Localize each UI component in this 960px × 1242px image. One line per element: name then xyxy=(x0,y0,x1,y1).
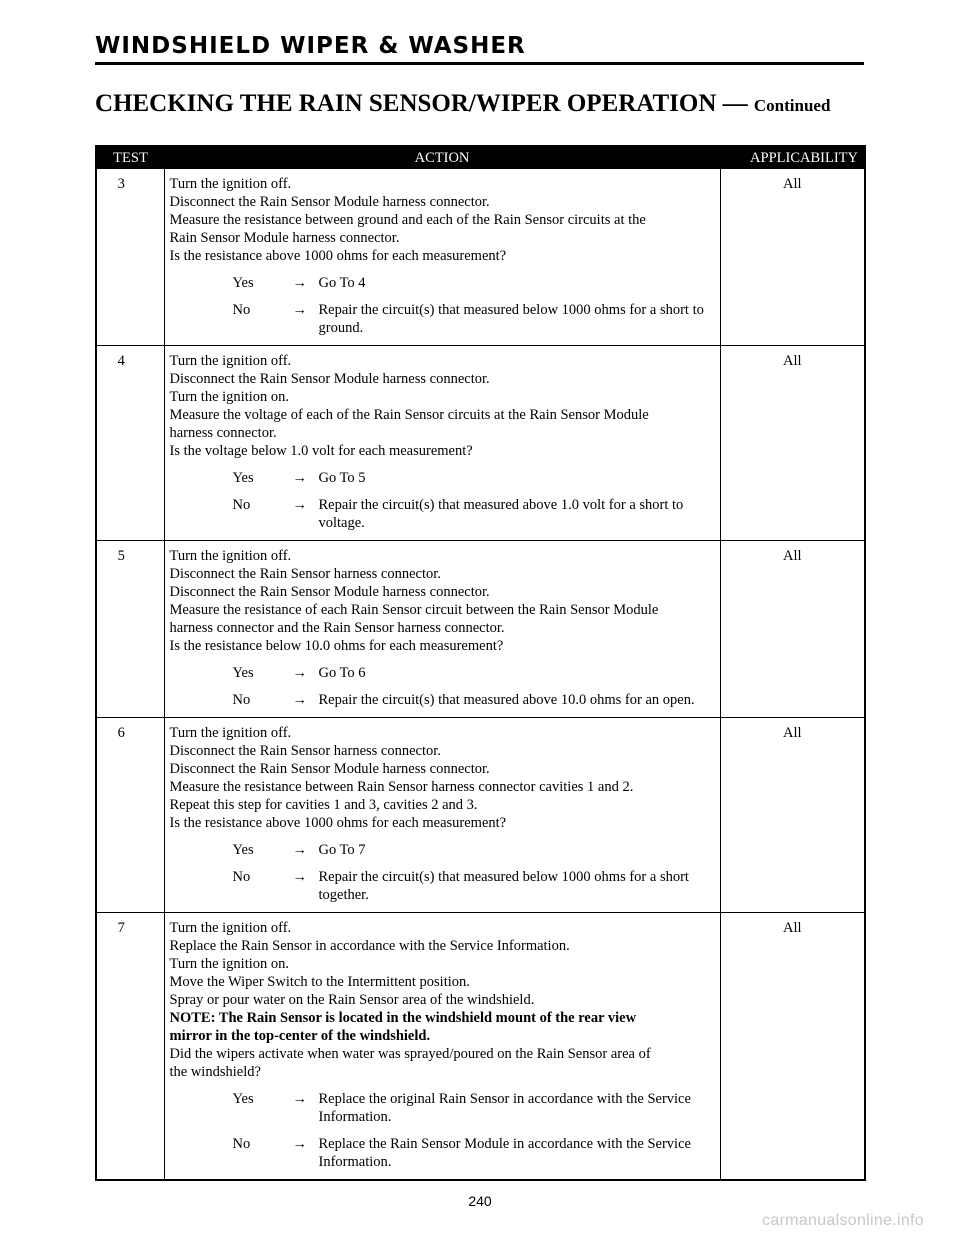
test-number: 4 xyxy=(96,346,164,541)
no-text xyxy=(319,691,714,709)
action-line: Is the resistance below 10.0 ohms for each measurement? xyxy=(169,638,504,654)
yes-response xyxy=(170,664,714,682)
yes-label: Yes xyxy=(232,665,254,681)
action-line: Measure the resistance of each Rain Sensor circuit between the Rain Sensor Module xyxy=(169,602,659,618)
arrow-icon: → xyxy=(292,470,307,486)
no-text-line: Information. xyxy=(318,1154,392,1170)
arrow-icon: → xyxy=(292,275,307,291)
action-line: Is the voltage below 1.0 volt for each measurement? xyxy=(169,443,473,459)
section-header: WINDSHIELD WIPER & WASHER xyxy=(95,33,526,59)
action-line: Move the Wiper Switch to the Intermittent position. xyxy=(169,974,470,990)
page-number: 240 xyxy=(468,1193,492,1209)
arrow-icon: → xyxy=(292,665,307,681)
arrow-icon: → xyxy=(292,302,307,318)
test-number: 6 xyxy=(96,718,164,913)
applicability-cell: All xyxy=(782,920,802,936)
action-cell xyxy=(164,169,720,346)
no-label: No xyxy=(232,497,251,513)
no-response xyxy=(170,868,714,904)
arrow-icon: → xyxy=(292,869,307,885)
action-cell xyxy=(164,346,720,541)
header-applicability: APPLICABILITY xyxy=(720,146,865,169)
action-line: Is the resistance above 1000 ohms for each measurement? xyxy=(169,815,507,831)
action-line: harness connector and the Rain Sensor harness connector. xyxy=(169,620,505,636)
table-row xyxy=(96,169,865,346)
yes-text-line: Information. xyxy=(318,1109,392,1125)
note-line: mirror in the top-center of the windshield. xyxy=(169,1028,431,1044)
yes-response xyxy=(170,274,714,292)
action-line: Turn the ignition off. xyxy=(169,725,292,741)
note-line: NOTE: The Rain Sensor is located in the windshield mount of the rear view xyxy=(169,1010,637,1026)
no-label: No xyxy=(232,692,251,708)
table-row xyxy=(96,346,865,541)
action-line: Disconnect the Rain Sensor Module harness connector. xyxy=(169,371,490,387)
yes-text: Go To 6 xyxy=(318,665,366,681)
action-line: harness connector. xyxy=(169,425,277,441)
header-action: ACTION xyxy=(164,146,720,169)
no-text xyxy=(319,868,714,904)
action-cell xyxy=(164,913,720,1181)
page-title-continued: Continued xyxy=(753,96,831,115)
action-line: Measure the resistance between ground and each of the Rain Sensor circuits at the xyxy=(169,212,646,228)
no-text-line: Replace the Rain Sensor Module in accordance with the Service xyxy=(318,1136,691,1152)
action-cell xyxy=(164,541,720,718)
no-text-line: Repair the circuit(s) that measured above 1.0 volt for a short to xyxy=(318,497,684,513)
yes-response xyxy=(170,469,714,487)
no-label: No xyxy=(232,869,251,885)
procedure-table xyxy=(95,145,866,1181)
action-line: Disconnect the Rain Sensor Module harness connector. xyxy=(169,194,490,210)
action-line: Disconnect the Rain Sensor Module harness connector. xyxy=(169,584,490,600)
header-test: TEST xyxy=(96,146,164,169)
test-number: 7 xyxy=(96,913,164,1181)
action-line: Disconnect the Rain Sensor harness connector. xyxy=(169,566,441,582)
action-line: Disconnect the Rain Sensor harness connector. xyxy=(169,743,441,759)
action-line: Rain Sensor Module harness connector. xyxy=(169,230,400,246)
applicability-cell: All xyxy=(720,346,865,541)
action-line: Replace the Rain Sensor in accordance with the Service Information. xyxy=(169,938,570,954)
no-label: No xyxy=(232,1136,251,1152)
yes-response xyxy=(170,841,714,859)
arrow-icon: → xyxy=(292,692,307,708)
arrow-icon: → xyxy=(292,1136,307,1152)
table-row xyxy=(96,913,865,1181)
no-text-line: voltage. xyxy=(318,515,365,531)
no-response xyxy=(170,1135,714,1171)
action-line: Turn the ignition off. xyxy=(169,920,292,936)
applicability-cell: All xyxy=(720,541,865,718)
no-text-line: Repair the circuit(s) that measured below 1000 ohms for a short xyxy=(318,869,689,885)
table-row xyxy=(96,718,865,913)
arrow-icon: → xyxy=(292,842,307,858)
yes-label: Yes xyxy=(232,275,254,291)
action-line: Measure the voltage of each of the Rain Sensor circuits at the Rain Sensor Module xyxy=(169,407,649,423)
applicability-cell: All xyxy=(720,169,865,346)
arrow-icon: → xyxy=(292,1091,307,1107)
action-line: Repeat this step for cavities 1 and 3, cavities 2 and 3. xyxy=(169,797,478,813)
action-line: Is the resistance above 1000 ohms for each measurement? xyxy=(169,248,507,264)
yes-text: Go To 5 xyxy=(318,470,366,486)
table-header-row xyxy=(96,146,865,169)
action-line: Turn the ignition on. xyxy=(169,956,290,972)
no-text-line: Repair the circuit(s) that measured below 1000 ohms for a short to xyxy=(318,302,704,318)
no-response xyxy=(170,301,714,337)
no-response xyxy=(170,496,714,532)
test-number: 3 xyxy=(96,169,164,346)
yes-text: Go To 7 xyxy=(318,842,366,858)
action-line: Measure the resistance between Rain Sensor harness connector cavities 1 and 2. xyxy=(169,779,634,795)
no-text-line: together. xyxy=(318,887,369,903)
yes-label: Yes xyxy=(232,1091,254,1107)
question-line: Did the wipers activate when water was sprayed/poured on the Rain Sensor area of xyxy=(169,1046,651,1062)
action-line: Disconnect the Rain Sensor Module harness connector. xyxy=(169,761,490,777)
action-cell xyxy=(164,718,720,913)
no-text xyxy=(319,301,714,337)
action-line: Spray or pour water on the Rain Sensor area of the windshield. xyxy=(169,992,535,1008)
no-text-line: Repair the circuit(s) that measured above 10.0 ohms for an open. xyxy=(318,692,695,708)
no-label: No xyxy=(232,302,251,318)
action-line: Turn the ignition off. xyxy=(169,353,292,369)
page-title xyxy=(95,90,830,118)
no-text-line: ground. xyxy=(318,320,364,336)
no-response xyxy=(170,691,714,709)
yes-text xyxy=(319,1090,714,1126)
yes-label: Yes xyxy=(232,470,254,486)
action-line: Turn the ignition off. xyxy=(169,176,292,192)
no-text xyxy=(319,1135,714,1171)
action-line: Turn the ignition on. xyxy=(169,389,290,405)
page-title-main: CHECKING THE RAIN SENSOR/WIPER OPERATION — xyxy=(95,90,748,117)
yes-response xyxy=(170,1090,714,1126)
header-rule xyxy=(95,62,864,65)
arrow-icon: → xyxy=(292,497,307,513)
no-text xyxy=(319,496,714,532)
action-line: Turn the ignition off. xyxy=(169,548,292,564)
yes-label: Yes xyxy=(232,842,254,858)
applicability-cell: All xyxy=(720,718,865,913)
yes-text-line: Replace the original Rain Sensor in accordance with the Service xyxy=(318,1091,691,1107)
test-number: 5 xyxy=(96,541,164,718)
table-row xyxy=(96,541,865,718)
watermark[interactable]: carmanualsonline.info xyxy=(762,1212,924,1229)
yes-text: Go To 4 xyxy=(318,275,366,291)
question-line: the windshield? xyxy=(169,1064,261,1080)
